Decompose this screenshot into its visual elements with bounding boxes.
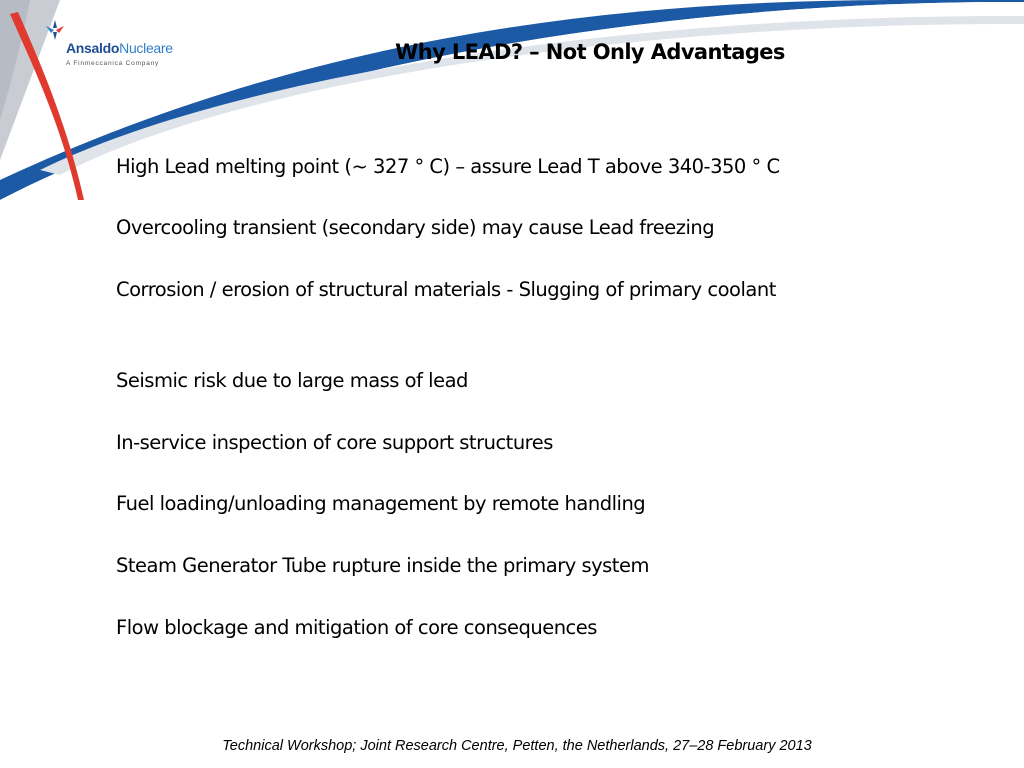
list-item: Fuel loading/unloading management by remote handling [116,492,646,515]
ansaldo-nucleare-logo [44,18,184,74]
list-item: Overcooling transient (secondary side) may cause Lead freezing [116,216,715,239]
logo-brand-part2: Nucleare [119,40,173,56]
logo-mark-icon [44,18,66,42]
logo-tagline: A Finmeccanica Company [66,60,160,67]
list-item: High Lead melting point (~ 327 ° C) – assure Lead T above 340-350 ° C [116,155,780,178]
list-item: Steam Generator Tube rupture inside the primary system [116,554,649,577]
slide-title: Why LEAD? – Not Only Advantages [395,40,785,64]
list-item: In-service inspection of core support structures [116,431,553,454]
slide-footer: Technical Workshop; Joint Research Centre, Petten, the Netherlands, 27–28 February 2013 [222,738,812,754]
list-item: Flow blockage and mitigation of core consequences [116,616,597,639]
logo-brand-text [66,40,173,56]
list-item: Seismic risk due to large mass of lead [116,369,468,392]
logo-brand-part1: Ansaldo [66,40,120,56]
list-item: Corrosion / erosion of structural materials - Slugging of primary coolant [116,278,776,301]
